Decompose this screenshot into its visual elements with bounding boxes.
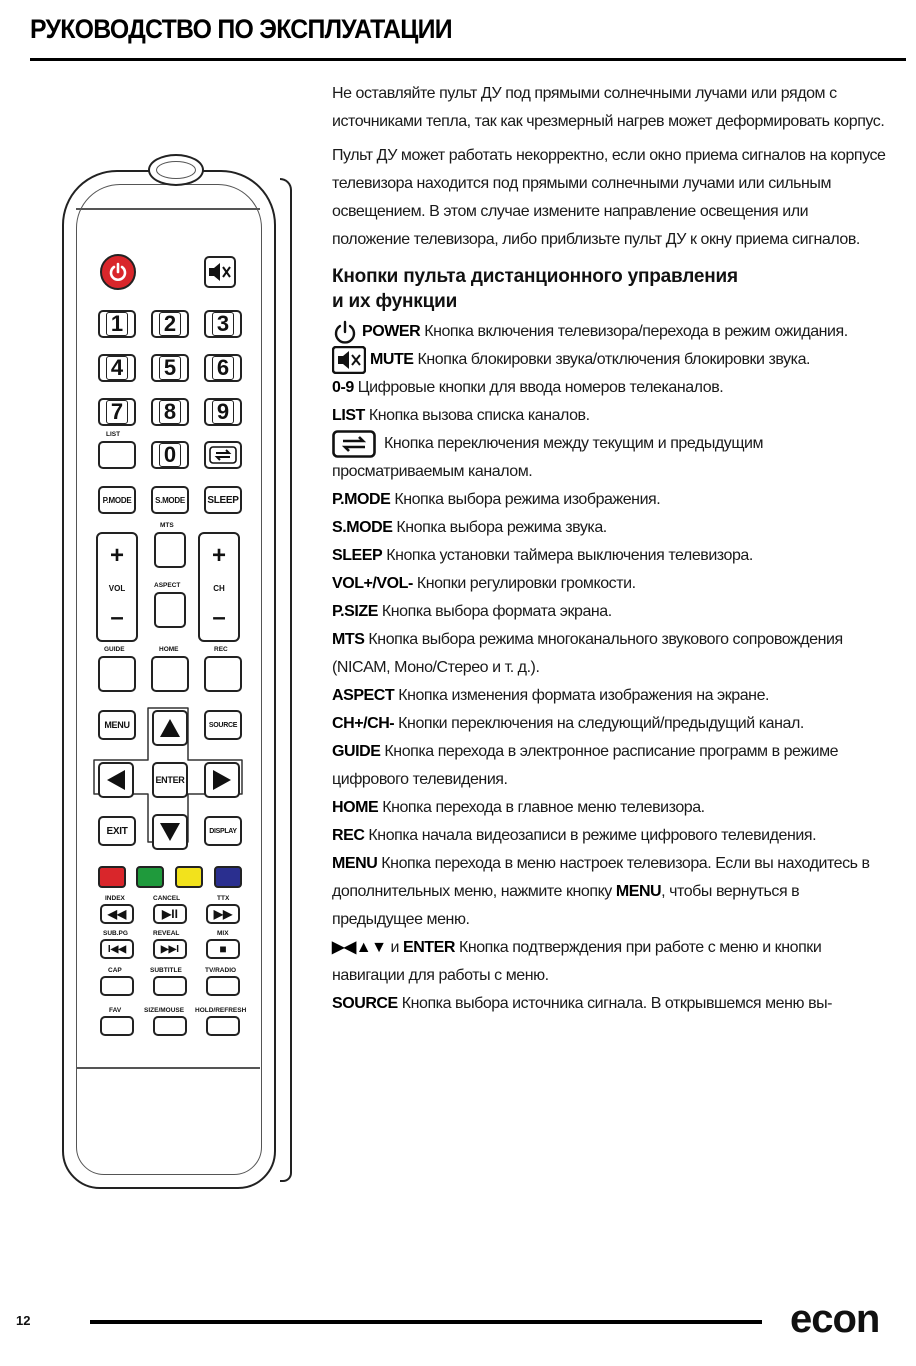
remote-hold-refresh-button	[206, 1016, 240, 1036]
arrow-up-icon	[159, 717, 181, 739]
footer-rule	[90, 1320, 762, 1324]
intro-paragraph-1: Не оставляйте пульт ДУ под прямыми солнечными лучами или рядом с источниками тепла, так как чрезмерный нагрев может деформировать корпус.	[332, 85, 885, 130]
remote-source-button: SOURCE	[204, 710, 242, 740]
remote-bottom-line	[76, 1067, 260, 1069]
remote-top-line	[76, 208, 260, 210]
remote-right-button	[204, 762, 240, 798]
remote-mix-label: MIX	[217, 930, 229, 937]
remote-enter-button: ENTER	[152, 762, 188, 798]
remote-reveal-label: REVEAL	[153, 930, 180, 937]
ir-window	[148, 154, 204, 186]
remote-rewind-button: ◀◀	[100, 904, 134, 924]
remote-power-button	[100, 254, 136, 290]
remote-digit-6: 6	[204, 354, 242, 382]
remote-fav-button	[100, 1016, 134, 1036]
remote-digit-8: 8	[151, 398, 189, 426]
remote-guide-label: GUIDE	[104, 646, 125, 653]
section-heading: Кнопки пульта дистанционного управления и их функции	[332, 266, 738, 312]
item-guide: GUIDE Кнопка перехода в электронное расписание программ в режиме цифрового телевидения.	[332, 743, 839, 789]
remote-red-button	[98, 866, 126, 888]
remote-subtitle-button	[153, 976, 187, 996]
remote-home-label: HOME	[159, 646, 179, 653]
page-header-title: РУКОВОДСТВО ПО ЭКСПЛУАТАЦИИ	[30, 14, 452, 44]
remote-cancel-label: CANCEL	[153, 895, 181, 902]
remote-ttx-label: TTX	[217, 895, 230, 902]
page-number: 12	[16, 1313, 31, 1328]
remote-tvradio-label: TV/RADIO	[205, 967, 237, 974]
remote-sleep-button: SLEEP	[204, 486, 242, 514]
remote-blue-button	[214, 866, 242, 888]
remote-menu-button: MENU	[98, 710, 136, 740]
item-recall: Кнопка переключения между текущим и предыдущим просматриваемым каналом.	[332, 430, 887, 486]
remote-hold-refresh-label: HOLD/REFRESH	[195, 1007, 247, 1014]
item-list: LIST Кнопка вызова списка каналов.	[332, 407, 590, 425]
remote-smode-button: S.MODE	[151, 486, 189, 514]
remote-rec-label: REC	[214, 646, 228, 653]
remote-recall-button	[204, 441, 242, 469]
remote-stop-button: ■	[206, 939, 240, 959]
remote-yellow-button	[175, 866, 203, 888]
remote-guide-button	[98, 656, 136, 692]
arrow-down-icon	[159, 821, 181, 843]
mute-icon	[208, 261, 232, 283]
remote-tvradio-button	[206, 976, 240, 996]
item-mts: MTS Кнопка выбора режима многоканального звукового сопровождения (NICAM, Моно/Стерео и т. д.).	[332, 631, 843, 677]
remote-forward-button: ▶▶	[206, 904, 240, 924]
remote-mts-button	[154, 532, 186, 568]
remote-index-label: INDEX	[105, 895, 125, 902]
remote-digit-4: 4	[98, 354, 136, 382]
remote-exit-button: EXIT	[98, 816, 136, 846]
remote-play-pause-button: ▶II	[153, 904, 187, 924]
remote-digit-0: 0	[151, 441, 189, 469]
remote-digit-7: 7	[98, 398, 136, 426]
remote-aspect-label: ASPECT	[154, 582, 181, 589]
remote-list-label: LIST	[106, 431, 121, 438]
remote-next-button: ▶▶I	[153, 939, 187, 959]
remote-fav-label: FAV	[109, 1007, 122, 1014]
item-psize: P.SIZE Кнопка выбора формата экрана.	[332, 603, 612, 621]
remote-mute-button	[204, 256, 236, 288]
remote-side-edge	[280, 178, 292, 1182]
remote-prev-button: I◀◀	[100, 939, 134, 959]
item-power: POWER Кнопка включения телевизора/перехода в режим ожидания.	[332, 318, 887, 346]
item-source: SOURCE Кнопка выбора источника сигнала. В открывшемся меню вы-	[332, 995, 833, 1013]
remote-digit-1: 1	[98, 310, 136, 338]
remote-size-mouse-label: SIZE/MOUSE	[144, 1007, 185, 1014]
remote-up-button	[152, 710, 188, 746]
remote-illustration	[62, 150, 282, 1200]
item-pmode: P.MODE Кнопка выбора режима изображения.	[332, 491, 661, 509]
remote-down-button	[152, 814, 188, 850]
item-mute: MUTE Кнопка блокировки звука/отключения блокировки звука.	[332, 346, 887, 374]
arrow-left-icon	[105, 769, 127, 791]
remote-left-button	[98, 762, 134, 798]
item-volume: VOL+/VOL- Кнопки регулировки громкости.	[332, 575, 636, 593]
item-sleep: SLEEP Кнопка установки таймера выключения телевизора.	[332, 547, 753, 565]
recall-icon	[209, 446, 237, 464]
item-smode: S.MODE Кнопка выбора режима звука.	[332, 519, 607, 537]
remote-digit-9: 9	[204, 398, 242, 426]
remote-digit-3: 3	[204, 310, 242, 338]
remote-cap-label: CAP	[108, 967, 122, 974]
recall-icon	[332, 430, 376, 458]
remote-rec-button	[204, 656, 242, 692]
remote-list-button	[98, 441, 136, 469]
remote-cap-button	[100, 976, 134, 996]
remote-vol-rocker: + VOL –	[96, 532, 138, 642]
arrow-right-icon	[211, 769, 233, 791]
remote-pmode-button: P.MODE	[98, 486, 136, 514]
remote-size-mouse-button	[153, 1016, 187, 1036]
remote-display-button: DISPLAY	[204, 816, 242, 846]
remote-subtitle-label: SUBTITLE	[150, 967, 182, 974]
intro-paragraph-2: Пульт ДУ может работать некорректно, если окно приема сигналов на корпусе телевизора находится под прямыми солнечными лучами или сильным освещением. В этом случае измените направление освещения или положение телевизора, либо приблизьте пульт ДУ к окну приема сигналов.	[332, 147, 886, 248]
brand-logo: econ	[790, 1297, 880, 1341]
item-rec: REC Кнопка начала видеозаписи в режиме цифрового телевидения.	[332, 827, 817, 845]
item-home: HOME Кнопка перехода в главное меню телевизора.	[332, 799, 705, 817]
remote-digit-2: 2	[151, 310, 189, 338]
item-channel: CH+/CH- Кнопки переключения на следующий/предыдущий канал.	[332, 715, 804, 733]
power-icon	[108, 262, 128, 282]
content-column	[332, 80, 887, 1018]
item-navigation: ▶◀▲▼ и ENTER Кнопка подтверждения при работе с меню и кнопки навигации для работы с меню.	[332, 939, 822, 985]
remote-digit-5: 5	[151, 354, 189, 382]
item-menu: MENU Кнопка перехода в меню настроек телевизора. Если вы находитесь в дополнительных меню, нажмите кнопку MENU, чтобы вернуться в предыдущее меню.	[332, 855, 870, 929]
power-icon	[332, 319, 358, 345]
remote-mts-label: MTS	[160, 522, 174, 529]
item-digits: 0-9 Цифровые кнопки для ввода номеров телеканалов.	[332, 379, 724, 397]
remote-home-button	[151, 656, 189, 692]
remote-ch-rocker: + CH –	[198, 532, 240, 642]
header-rule	[30, 58, 906, 61]
item-aspect: ASPECT Кнопка изменения формата изображения на экране.	[332, 687, 770, 705]
remote-green-button	[136, 866, 164, 888]
remote-subpg-label: SUB.PG	[103, 930, 128, 937]
remote-aspect-button	[154, 592, 186, 628]
mute-icon	[332, 346, 366, 374]
